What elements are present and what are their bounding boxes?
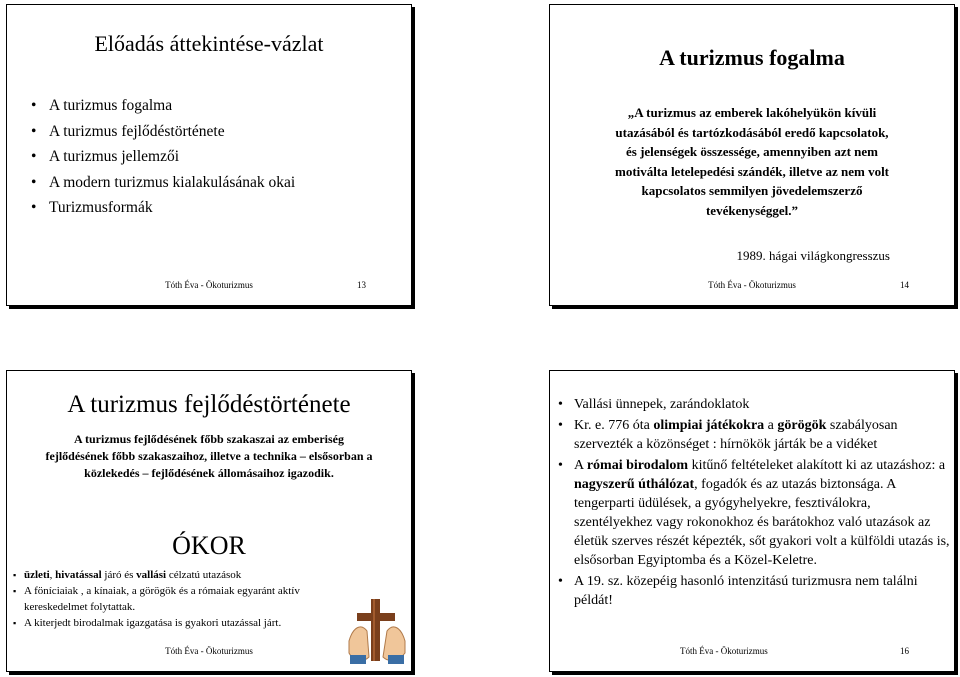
outline-item: • Turizmusformák	[31, 195, 295, 221]
slide-number: 16	[900, 646, 909, 656]
slide-footer: Tóth Éva - Ökoturizmus	[165, 280, 253, 290]
outline-item: • A turizmus fogalma	[31, 93, 295, 119]
slide-footer: Tóth Éva - Ökoturizmus	[165, 646, 253, 656]
slide-15	[6, 370, 412, 672]
content-item: • Kr. e. 776 óta olimpiai játékokra a görögök szabályosan szervezték a közönséget : hírnökök járták be a vidéket	[556, 416, 951, 454]
slide-number: 13	[357, 280, 366, 290]
definition-quote: „A turizmus az emberek lakóhelyükön kívüli utazásából és tartózkodásából eredő kapcsolatok, és jelenségek összessége, amennyiben azt nem motiválta letelepedési szándék, illetve az nem volt kapcsolatos semmilyen jövedelemszerző tevékenységgel.”	[614, 105, 890, 218]
slide-footer: Tóth Éva - Ökoturizmus	[708, 280, 796, 290]
content-list	[556, 395, 951, 612]
slide-16	[549, 370, 955, 672]
content-item: • A 19. sz. közepéig hasonló intenzitású turizmusra nem találni példát!	[556, 572, 951, 610]
slide-footer: Tóth Éva - Ökoturizmus	[680, 646, 768, 656]
era-heading: ÓKOR	[172, 531, 246, 560]
era-list	[13, 567, 363, 631]
slide-title: A turizmus fogalma	[659, 45, 845, 70]
era-item: ▪ A föníciaiak , a kínaiak, a görögök és a rómaiak egyaránt aktív kereskedelmet folytattak.	[13, 583, 363, 615]
era-item: ▪ üzleti, hivatással járó és vallási célzatú utazások	[13, 567, 363, 583]
definition-source: 1989. hágai világkongresszus	[736, 248, 890, 263]
slide-13	[6, 4, 412, 306]
slide-title: Előadás áttekintése-vázlat	[94, 31, 324, 56]
outline-item: • A turizmus jellemzői	[31, 144, 295, 170]
content-item: • A római birodalom kitűnő feltételeket alakított ki az utazáshoz: a nagyszerű úthálózat, fogadók és az utazás biztonsága. A tengerparti üdülések, a gyógyhelyekre, fesztiválokra, szentélyekhez vagy rokonokhoz és barátokhoz való utazások az életük szerves részét képezték, sőt gyakori volt a külföldi utazás is, elsősorban Egyiptomba és a Közel-Keletre.	[556, 456, 951, 570]
outline-item: • A modern turizmus kialakulásának okai	[31, 170, 295, 196]
praying-hands-cross-image	[347, 597, 407, 669]
slide-14	[549, 4, 955, 306]
outline-item: • A turizmus fejlődéstörténete	[31, 119, 295, 145]
era-item: ▪ A kiterjedt birodalmak igazgatása is gyakori utazással járt.	[13, 615, 363, 631]
slide-number: 14	[900, 280, 909, 290]
slide-title: A turizmus fejlődéstörténete	[67, 391, 351, 418]
slide-intro: A turizmus fejlődésének főbb szakaszai az emberiség fejlődésének főbb szakaszaihoz, illetve a technika – elsősorban a közlekedés – fejlődésének állomásaihoz igazodik.	[45, 432, 373, 480]
outline-list	[31, 93, 295, 221]
content-item: • Vallási ünnepek, zarándoklatok	[556, 395, 951, 414]
